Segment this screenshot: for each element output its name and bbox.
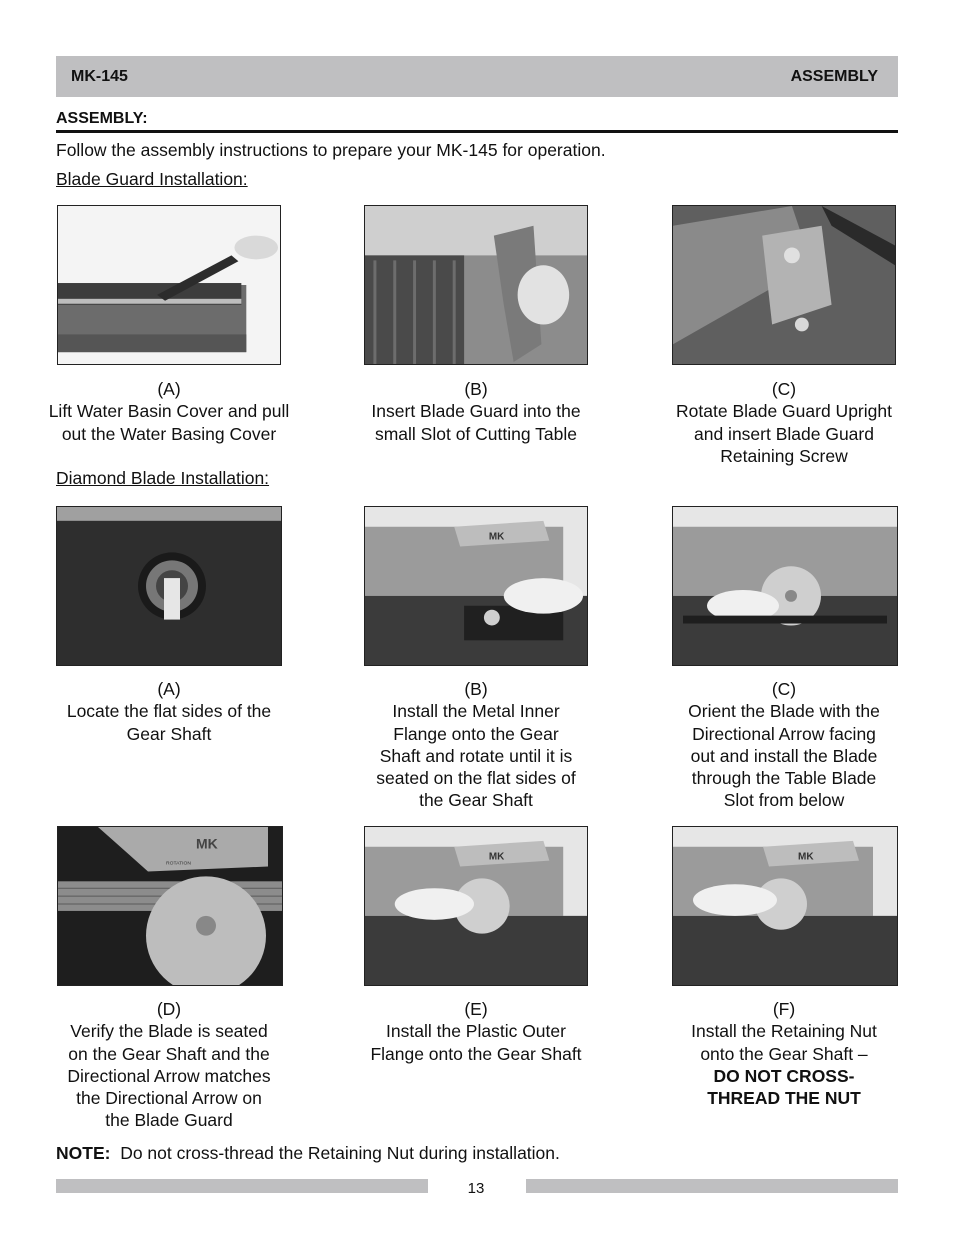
step-caption-guard-b: (B) Insert Blade Guard into the small Slot of Cutting Table	[371, 379, 581, 444]
mk-logo-text: MK	[488, 851, 505, 863]
note-label: NOTE:	[56, 1143, 111, 1163]
step-caption-guard-c: (C) Rotate Blade Guard Upright and insert Blade Guard Retaining Screw	[676, 379, 892, 466]
step-caption-blade-a: (A) Locate the flat sides of the Gear Shaft	[66, 679, 272, 744]
photo-gear-shaft	[56, 506, 282, 666]
footer-bar-left	[56, 1179, 428, 1193]
photo-blade-guard-upright	[672, 205, 896, 365]
note	[56, 1143, 560, 1164]
page-number: 13	[467, 1180, 485, 1197]
step-caption-blade-c: (C) Orient the Blade with the Directional Arrow facing out and install the Blade through the Table Blade Slot from below	[688, 679, 880, 811]
photo-verify-blade	[57, 826, 283, 986]
diamond-blade-heading: Diamond Blade Installation:	[56, 468, 270, 488]
note-text: Do not cross-thread the Retaining Nut during installation.	[120, 1143, 560, 1163]
page-header	[56, 56, 898, 97]
mk-logo-text: MK	[798, 851, 814, 863]
rotation-label: ROTATION	[166, 861, 192, 867]
mk-logo-text: MK	[488, 531, 505, 543]
photo-orient-blade	[672, 506, 898, 666]
section-title: ASSEMBLY:	[56, 110, 898, 133]
warning-text: DO NOT CROSS-	[713, 1065, 855, 1086]
model-number: MK-145	[71, 68, 128, 85]
blade-guard-heading: Blade Guard Installation:	[56, 169, 248, 189]
step-caption-blade-f: (F) Install the Retaining Nut onto the Gear Shaft – DO NOT CROSS- THREAD THE NUT	[644, 998, 924, 1109]
photo-water-basin-cover	[57, 205, 281, 365]
intro-text: Follow the assembly instructions to prepare your MK-145 for operation.	[56, 140, 606, 160]
step-caption-guard-a: (A) Lift Water Basin Cover and pull out the Water Basing Cover	[48, 379, 290, 444]
warning-text: THREAD THE NUT	[707, 1088, 861, 1109]
photo-inner-flange	[364, 506, 588, 666]
photo-outer-flange	[364, 826, 588, 986]
photo-retaining-nut	[672, 826, 898, 986]
mk-logo-text: MK	[196, 835, 218, 852]
step-caption-blade-b: (B) Install the Metal Inner Flange onto the Gear Shaft and rotate until it is seated on the flat sides of the Gear Shaft	[376, 679, 576, 811]
step-caption-blade-e: (E) Install the Plastic Outer Flange onto the Gear Shaft	[370, 999, 582, 1064]
footer-bar-right	[526, 1179, 898, 1193]
section-label: ASSEMBLY	[790, 68, 878, 85]
photo-blade-guard-slot	[364, 205, 588, 365]
step-caption-blade-d: (D) Verify the Blade is seated on the Gear Shaft and the Directional Arrow matches the Directional Arrow on the Blade Guard	[67, 999, 271, 1131]
